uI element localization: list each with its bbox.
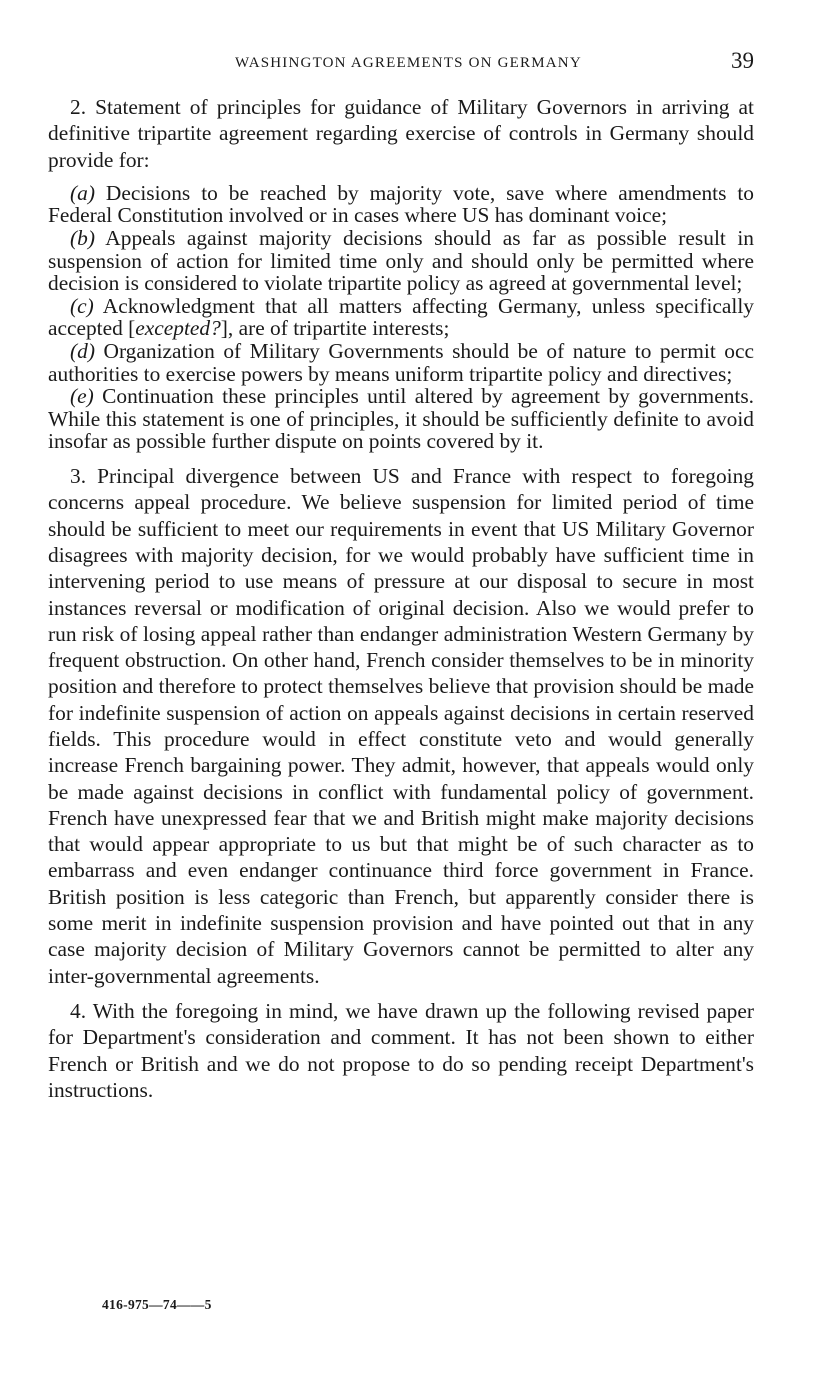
item-text-d: Organization of Military Governments should be of nature to permit occ authorities to exercise powers by means uniform tripartite policy and directives;: [48, 339, 754, 386]
page-header: [48, 48, 754, 80]
item-marker-e: (e): [70, 384, 94, 409]
page-number: 39: [731, 48, 754, 73]
running-title: WASHINGTON AGREEMENTS ON GERMANY: [235, 55, 582, 71]
item-marker-b: (b): [70, 226, 95, 251]
item-marker-a: (a): [70, 180, 95, 205]
item-text-e: Continuation these principles until altered by agreement by governments. While this statement is one of principles, it should be sufficiently definite to avoid insofar as possible further dispute on points covered by it.: [48, 384, 754, 454]
list-item-c: [48, 295, 754, 340]
item-text-c-after: ], are of tripartite interests;: [220, 316, 450, 341]
item-text-a: Decisions to be reached by majority vote, save where amendments to Federal Constitution involved or in cases where US has dominant voice;: [48, 180, 754, 228]
item-text-c-emphasis: excepted?: [135, 316, 221, 341]
item-text-b: Appeals against majority decisions should as far as possible result in suspension of action for limited time only and should only be permitted where decision is considered to violate tripartite policy as agreed at governmental level;: [48, 226, 754, 296]
list-item-b: [48, 227, 754, 295]
document-body: [48, 94, 754, 1103]
item-text-c-before: Acknowledgment that all matters affecting Germany, unless specifically accepted [: [48, 293, 755, 341]
printer-code: 416-975—74——5: [102, 1297, 212, 1312]
item-marker-c: (c): [70, 293, 94, 318]
paragraph-2: 2. Statement of principles for guidance of Military Governors in arriving at definitive tripartite agreement regarding exercise of controls in Germany should provide for:: [48, 95, 754, 172]
list-item-e: [48, 385, 754, 453]
paragraph-4: 4. With the foregoing in mind, we have drawn up the following revised paper for Department's consideration and comment. It has not been shown to either French or British and we do not propose to do so pending receipt Department's instructions.: [48, 998, 754, 1102]
paragraph-3: 3. Principal divergence between US and France with respect to foregoing concerns appeal procedure. We believe suspension for limited period of time should be sufficient to meet our requirements in event that US Military Governor disagrees with majority decision, for we would probably have sufficient time in intervening period to use means of pressure at our disposal to secure in most instances reversal or modification of original decision. Also we would prefer to run risk of losing appeal rather than endanger administration Western Germany by frequent obstruction. On other hand, French consider themselves to be in minority position and therefore to protect themselves believe that provision should be made for indefinite suspension of action on appeals against decisions in certain reserved fields. This procedure would in effect constitute veto and would generally increase French bargaining power. They admit, however, that appeals would only be made against decisions in conflict with fundamental policy of government. French have unexpressed fear that we and British might make majority decisions that would appear appropriate to us but that might be of such character as to embarrass and even endanger continuance third force government in France. British position is less categoric than French, but apparently consider there is some merit in indefinite suspension provision and have pointed out that in any case majority decision of Military Governors cannot be permitted to alter any inter-governmental agreements.: [48, 464, 754, 988]
list-item-d: [48, 340, 754, 385]
principles-list: [48, 182, 754, 453]
list-item-a: [48, 182, 754, 227]
item-marker-d: (d): [70, 339, 95, 364]
